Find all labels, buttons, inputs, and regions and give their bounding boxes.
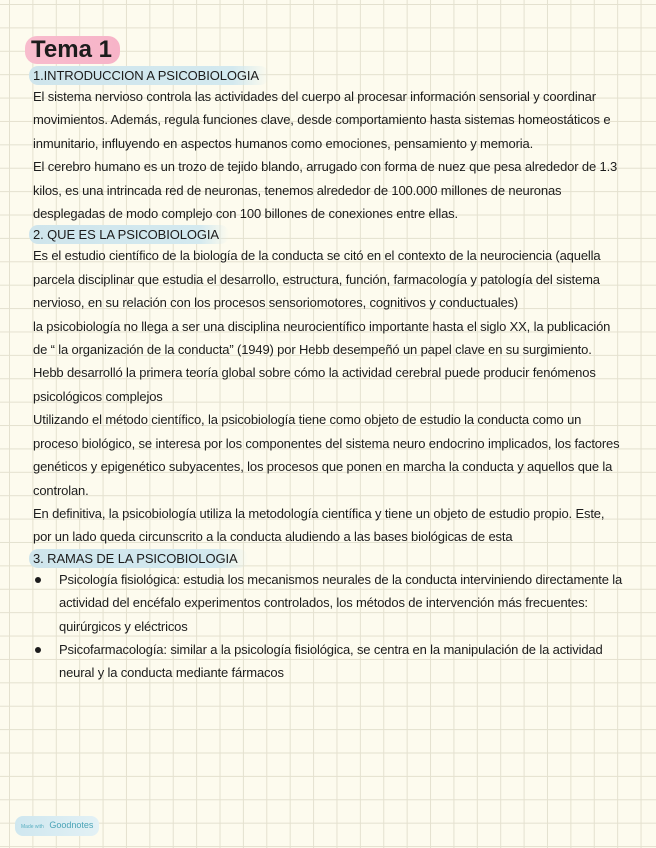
badge-made-with: Made with (21, 824, 44, 830)
paragraph-1-2: El cerebro humano es un trozo de tejido blando, arrugado con forma de nuez que pesa alrededor de 1.3 kilos, es una intrincada red de neuronas, tenemos alrededor de 100.000 millones de neuronas desplegadas de modo complejo con 100 billones de conexiones entre ellas. (33, 159, 618, 222)
paragraph-2-2: la psicobiología no llega a ser una disciplina neurocientífico importante hasta el siglo XX, la publicación de “ la organización de la conducta” (1949) por Hebb desempeñó un papel clave en su surgimiento. Hebb desarrolló la primera teoría global sobre cómo la actividad cerebral puede producir fenómenos psicológicos complejos (33, 318, 611, 404)
paragraph-2-3: Utilizando el método científico, la psicobiología tiene como objeto de estudio la conducta como un proceso biológico, se interesa por los componentes del sistema neuro endocrino implicados, los factores genéticos y epigenético subyacentes, los procesos que ponen en marcha la conducta y aquellos que la controlan. (33, 412, 620, 498)
goodnotes-badge (15, 816, 99, 836)
badge-brand: Goodnotes (49, 820, 94, 830)
paragraph-2-1: Es el estudio científico de la biología de la conducta se citó en el contexto de la neurociencia (aquella parcela disciplinar que estudia el desarrollo, estructura, función, farmacología y patología del sistema nervioso, en su relación con los procesos sensoriomotores, cognitivos y conductuales) (33, 248, 601, 311)
title-row (25, 36, 625, 66)
note-page (33, 36, 625, 685)
section-heading-1: 1.INTRODUCCION A PSICOBIOLOGIA (29, 66, 269, 85)
section-heading-2: 2. QUE ES LA PSICOBIOLOGIA (29, 225, 229, 244)
paragraph-2-4: En definitiva, la psicobiología utiliza la metodología científica y tiene un objeto de estudio propio. Este, por un lado queda circunscrito a la conducta aludiendo a las bases biológicas de esta (33, 505, 605, 545)
section-heading-3: 3. RAMAS DE LA PSICOBIOLOGIA (29, 549, 248, 568)
paragraph-1-1: El sistema nervioso controla las actividades del cuerpo al procesar información sensorial y coordinar movimientos. Además, regula funciones clave, desde comportamiento hasta sistemas homeostáticos e inmunitario, influyendo en aspectos humanos como emociones, pensamiento y memoria. (33, 89, 611, 151)
list-item-text: Psicología fisiológica: estudia los mecanismos neurales de la conducta interviniendo directamente la actividad del encéfalo experimentos controlados, los métodos de intervención más frecuentes: quirúrgicos y eléctricos (59, 571, 623, 634)
branches-list (33, 568, 625, 685)
bullet-icon (35, 577, 41, 583)
list-item (33, 638, 625, 685)
page-title: Tema 1 (25, 36, 120, 64)
list-item-text: Psicofarmacología: similar a la psicología fisiológica, se centra en la manipulación de la actividad neural y la conducta mediante fármacos (59, 641, 603, 681)
bullet-icon (35, 647, 41, 653)
list-item (33, 568, 625, 638)
